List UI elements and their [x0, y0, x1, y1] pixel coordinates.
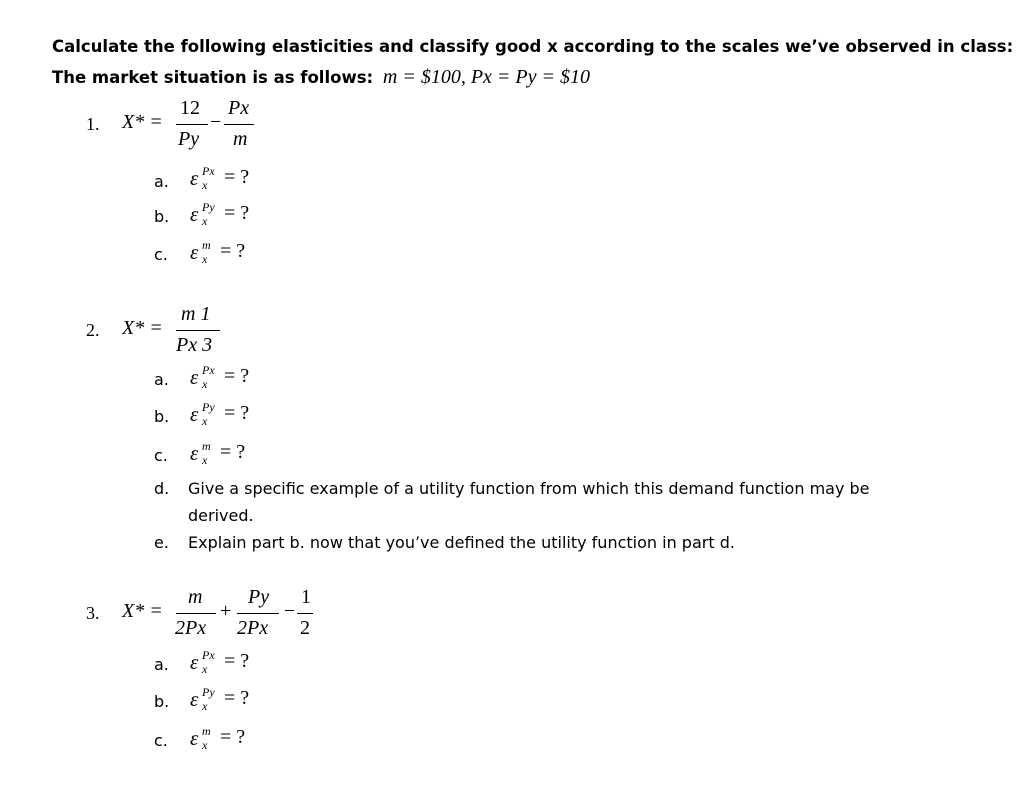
- epsilon-symbol: ε: [190, 402, 199, 426]
- problem-1-fraction-2-denominator: m: [233, 128, 248, 150]
- problem-2-item-b-expression: [190, 400, 270, 430]
- problem-2-fraction-denominator: Px 3: [176, 334, 213, 356]
- problem-3-lhs: X* =: [122, 600, 163, 622]
- elasticity-superscript: Py: [202, 200, 215, 214]
- elasticity-subscript: x: [202, 662, 208, 676]
- elasticity-subscript: x: [202, 453, 208, 467]
- elasticity-subscript: x: [202, 214, 208, 228]
- problem-3-fraction-1-bar: [176, 613, 216, 614]
- problem-3-item-c-expression: [190, 724, 270, 754]
- problem-1-item-a-label: a.: [154, 172, 169, 191]
- problem-3-fraction-1-denominator: 2Px: [175, 617, 207, 639]
- elasticity-subscript: x: [202, 252, 208, 266]
- problem-3-fraction-2-bar: [237, 613, 279, 614]
- problem-1-item-b-label: b.: [154, 207, 170, 226]
- problem-1-fraction-1-denominator: Py: [178, 128, 200, 150]
- problem-3-number: 3.: [86, 603, 100, 623]
- problem-3-fraction-2-denominator: 2Px: [237, 617, 269, 639]
- problem-3-fraction-3-numerator: 1: [301, 586, 311, 608]
- epsilon-symbol: ε: [190, 650, 199, 674]
- epsilon-symbol: ε: [190, 240, 199, 264]
- problem-3-fraction-3-denominator: 2: [300, 617, 310, 639]
- elasticity-subscript: x: [202, 377, 208, 391]
- elasticity-superscript: m: [202, 724, 211, 738]
- elasticity-superscript: m: [202, 238, 211, 252]
- elasticity-subscript: x: [202, 414, 208, 428]
- problem-2-fraction-bar: [176, 330, 220, 331]
- market-situation-label: The market situation is as follows:: [52, 68, 374, 87]
- elasticity-equals: = ?: [220, 441, 246, 463]
- problem-2-item-c-label: c.: [154, 446, 168, 465]
- elasticity-superscript: Px: [202, 648, 215, 662]
- problem-3-item-c-label: c.: [154, 731, 168, 750]
- problem-3-fraction-1-numerator: m: [188, 586, 203, 608]
- problem-2-item-d-text: Give a specific example of a utility function from which this demand function may be: [188, 479, 870, 498]
- header-line-1: Calculate the following elasticities and classify good x according to the scales we’ve observed in class:: [52, 37, 1014, 56]
- market-situation-math: m = $100, Px = Py = $10: [382, 66, 590, 88]
- problem-2-fraction-numerator: m 1: [181, 303, 211, 325]
- problem-1-item-b-expression: [190, 200, 270, 230]
- problem-3-item-a-expression: [190, 648, 270, 678]
- problem-1-item-c-expression: [190, 238, 270, 268]
- elasticity-equals: = ?: [224, 202, 250, 224]
- elasticity-equals: = ?: [224, 650, 250, 672]
- elasticity-superscript: Px: [202, 164, 215, 178]
- problem-2-lhs: X* =: [122, 317, 163, 339]
- problem-3-operator-minus: −: [284, 600, 296, 622]
- problem-2-item-a-expression: [190, 363, 270, 393]
- problem-3-item-b-expression: [190, 685, 270, 715]
- problem-2-item-d-text-continued: derived.: [188, 506, 254, 525]
- problem-3-operator-plus: +: [220, 600, 232, 622]
- epsilon-symbol: ε: [190, 726, 199, 750]
- problem-2-item-d-label: d.: [154, 479, 170, 498]
- elasticity-equals: = ?: [224, 402, 250, 424]
- elasticity-superscript: Py: [202, 685, 215, 699]
- problem-3-item-a-label: a.: [154, 655, 169, 674]
- elasticity-subscript: x: [202, 738, 208, 752]
- problem-2-item-a-label: a.: [154, 370, 169, 389]
- epsilon-symbol: ε: [190, 687, 199, 711]
- problem-2-item-e-text: Explain part b. now that you’ve defined the utility function in part d.: [188, 533, 735, 552]
- elasticity-superscript: Px: [202, 363, 215, 377]
- elasticity-equals: = ?: [224, 365, 250, 387]
- problem-1-fraction-1-numerator: 12: [180, 97, 200, 119]
- elasticity-subscript: x: [202, 699, 208, 713]
- problem-1-fraction-1-bar: [176, 124, 208, 125]
- problem-3-fraction-3-bar: [297, 613, 313, 614]
- problem-2-item-b-label: b.: [154, 407, 170, 426]
- problem-1-operator-minus: −: [210, 111, 222, 133]
- problem-3-fraction-2-numerator: Py: [248, 586, 270, 608]
- problem-1-fraction-2-bar: [224, 124, 254, 125]
- problem-1-item-c-label: c.: [154, 245, 168, 264]
- epsilon-symbol: ε: [190, 166, 199, 190]
- elasticity-equals: = ?: [220, 726, 246, 748]
- elasticity-superscript: m: [202, 439, 211, 453]
- elasticity-equals: = ?: [220, 240, 246, 262]
- problem-3-item-b-label: b.: [154, 692, 170, 711]
- problem-1-fraction-2-numerator: Px: [228, 97, 250, 119]
- epsilon-symbol: ε: [190, 365, 199, 389]
- header-line-2: [52, 66, 590, 89]
- elasticity-superscript: Py: [202, 400, 215, 414]
- epsilon-symbol: ε: [190, 441, 199, 465]
- problem-2-item-c-expression: [190, 439, 270, 469]
- problem-1-number: 1.: [86, 114, 100, 134]
- problem-1-lhs: X* =: [122, 111, 163, 133]
- elasticity-equals: = ?: [224, 166, 250, 188]
- problem-2-item-e-label: e.: [154, 533, 169, 552]
- epsilon-symbol: ε: [190, 202, 199, 226]
- elasticity-subscript: x: [202, 178, 208, 192]
- elasticity-equals: = ?: [224, 687, 250, 709]
- problem-2-number: 2.: [86, 320, 100, 340]
- problem-1-item-a-expression: [190, 164, 270, 194]
